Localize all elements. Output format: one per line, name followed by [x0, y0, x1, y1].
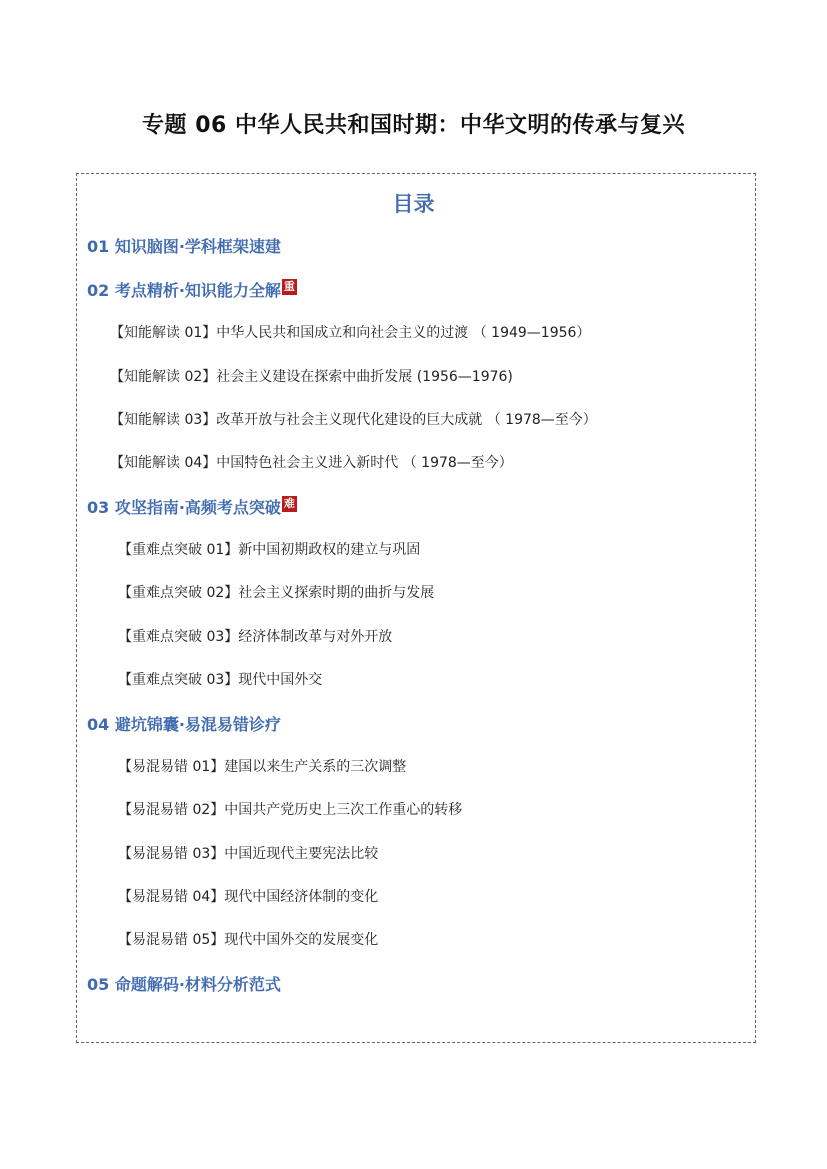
toc-section-label: 04 避坑锦囊·易混易错诊疗 — [87, 715, 281, 734]
toc-box — [76, 173, 756, 1043]
toc-section-label: 05 命题解码·材料分析范式 — [87, 975, 281, 994]
toc-item[interactable]: 【知能解读 02】社会主义建设在探索中曲折发展 (1956—1976) — [110, 369, 513, 385]
toc-section-03[interactable] — [87, 495, 297, 518]
toc-section-label: 02 考点精析·知识能力全解 — [87, 281, 281, 300]
toc-item[interactable]: 【重难点突破 03】现代中国外交 — [118, 672, 323, 688]
toc-section-label: 03 攻坚指南·高频考点突破 — [87, 498, 281, 517]
toc-section-04[interactable] — [87, 712, 281, 735]
toc-item[interactable]: 【易混易错 05】现代中国外交的发展变化 — [118, 932, 379, 948]
toc-item[interactable]: 【知能解读 01】中华人民共和国成立和向社会主义的过渡 （ 1949—1956） — [110, 325, 591, 341]
toc-section-01[interactable] — [87, 234, 281, 257]
toc-item[interactable]: 【知能解读 03】改革开放与社会主义现代化建设的巨大成就 （ 1978—至今） — [110, 412, 597, 428]
difficult-badge: 难 — [283, 497, 295, 510]
toc-heading: 目录 — [392, 192, 435, 216]
toc-item[interactable]: 【知能解读 04】中国特色社会主义进入新时代 （ 1978—至今） — [110, 455, 513, 471]
toc-section-label: 01 知识脑图·学科框架速建 — [87, 237, 281, 256]
toc-section-05[interactable] — [87, 972, 281, 995]
toc-item[interactable]: 【易混易错 03】中国近现代主要宪法比较 — [118, 846, 379, 862]
toc-item[interactable]: 【易混易错 04】现代中国经济体制的变化 — [118, 889, 379, 905]
toc-section-02[interactable] — [87, 278, 297, 301]
toc-item[interactable]: 【重难点突破 02】社会主义探索时期的曲折与发展 — [118, 585, 435, 601]
toc-item[interactable]: 【易混易错 02】中国共产党历史上三次工作重心的转移 — [118, 802, 463, 818]
toc-item[interactable]: 【重难点突破 03】经济体制改革与对外开放 — [118, 629, 393, 645]
page-title: 专题 06 中华人民共和国时期：中华文明的传承与复兴 — [142, 113, 685, 138]
important-badge: 重 — [283, 280, 295, 293]
toc-item[interactable]: 【重难点突破 01】新中国初期政权的建立与巩固 — [118, 542, 421, 558]
toc-item[interactable]: 【易混易错 01】建国以来生产关系的三次调整 — [118, 759, 407, 775]
